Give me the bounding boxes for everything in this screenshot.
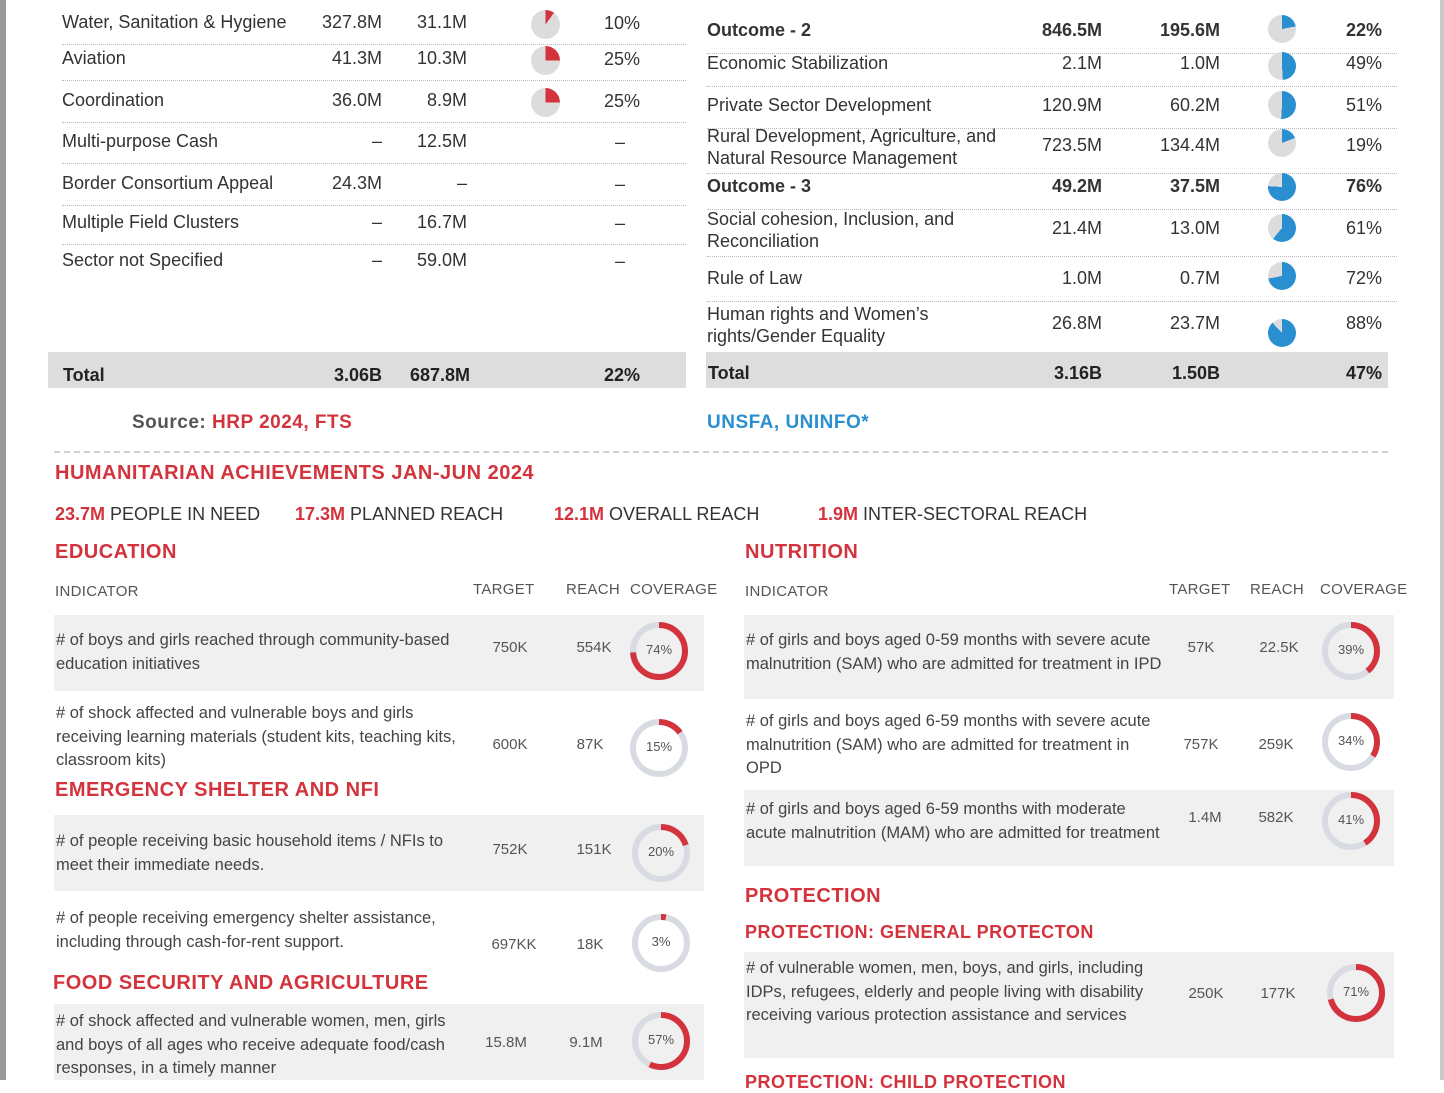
funding-pie-chart [1268,319,1296,347]
row-name: Rule of Law [707,268,803,288]
right-total-required: 3.16B [1053,363,1102,383]
indicator-text: # of girls and boys aged 6-59 months with moderate acute malnutrition (MAM) who are admitted for treatment [746,800,1160,842]
protection-title: PROTECTION [745,885,882,907]
row-funded: 23.7M [1169,313,1220,333]
source-label: Source: [132,412,207,433]
col-reach-left: REACH [566,581,621,598]
row-pct: 19% [1345,135,1382,155]
row-funded: 12.5M [416,131,467,151]
protection-subtitle: PROTECTION: GENERAL PROTECTON [745,922,1094,942]
indicator-target: 757K [1183,736,1219,753]
indicator-text: # of vulnerable women, men, boys, and girls, including IDPs, refugees, elderly and people living with disability receiving various protection assistance and services [746,959,1144,1024]
row-divider [62,244,686,245]
indicator-target: 15.8M [485,1034,527,1051]
stat-label: PEOPLE IN NEED [110,504,261,524]
left-total-row [48,352,686,388]
right-total-funded: 1.50B [1171,363,1220,383]
stat-value: 12.1M [554,504,605,524]
indicator-reach: 87K [576,736,604,753]
stat-overall-reach [554,504,759,525]
row-required: 21.4M [1051,218,1102,238]
source-line-left [132,412,352,434]
funding-pie-chart [531,10,560,39]
row-pct: 88% [1345,313,1382,333]
col-indicator-left: INDICATOR [55,583,139,600]
row-funded: 1.0M [1179,53,1220,73]
funding-pie-chart [1268,129,1296,157]
row-required: – [371,250,382,270]
funding-pie-chart [1268,52,1296,80]
food-title: FOOD SECURITY AND AGRICULTURE [53,972,429,994]
row-funded: 31.1M [416,12,467,32]
indicator-text: # of girls and boys aged 0-59 months with severe acute malnutrition (SAM) who are admitted for treatment in IPD [746,631,1162,673]
indicator-text: # of people receiving emergency shelter assistance, including through cash-for-rent support. [56,909,436,951]
row-funded: 37.5M [1169,176,1220,196]
row-divider [62,205,686,206]
row-required: 2.1M [1061,53,1102,73]
col-indicator-right: INDICATOR [745,583,829,600]
row-divider [62,163,686,164]
education-title: EDUCATION [55,541,177,563]
indicator-coverage-label: 74% [645,642,673,657]
row-divider [62,44,686,45]
child-protection-subtitle: PROTECTION: CHILD PROTECTION [745,1072,1066,1092]
funding-pie-chart [531,88,560,117]
row-pct: 25% [603,91,640,111]
shelter-title: EMERGENCY SHELTER AND NFI [55,779,380,801]
funding-pie-chart [1268,214,1296,242]
row-funded: 10.3M [416,48,467,68]
row-name: Private Sector Development [707,95,932,115]
indicator-reach: 177K [1260,985,1296,1002]
row-required: 723.5M [1041,135,1102,155]
indicator-target: 1.4M [1188,809,1222,826]
row-divider [707,86,1397,87]
row-funded: 195.6M [1159,20,1220,40]
indicator-text: # of boys and girls reached through community-based education initiatives [56,631,450,673]
right-total-pct: 47% [1345,363,1382,383]
row-divider [707,256,1397,257]
stat-planned-reach [295,504,503,525]
col-reach-right: REACH [1250,581,1305,598]
row-pct: 76% [1345,176,1382,196]
col-coverage-right: COVERAGE [1320,581,1408,598]
funding-pie-chart [1268,262,1296,290]
row-name: Border Consortium Appeal [62,173,274,193]
row-name: Coordination [62,90,165,110]
indicator-target: 697KK [491,936,537,953]
stat-label: OVERALL REACH [609,504,760,524]
row-pct: – [614,251,625,271]
row-required: 846.5M [1041,20,1102,40]
page-left-border [0,0,6,1080]
stat-value: 1.9M [818,504,859,524]
col-coverage-left: COVERAGE [630,581,718,598]
source-value-right: UNSFA, UNINFO* [707,412,870,433]
row-name: Social cohesion, Inclusion, and Reconciliation [707,209,955,251]
row-pct: – [614,132,625,152]
col-target-left: TARGET [473,581,535,598]
row-required: 327.8M [321,12,382,32]
row-funded: – [456,173,467,193]
row-divider [707,301,1397,302]
row-funded: 0.7M [1179,268,1220,288]
indicator-target: 250K [1188,985,1224,1002]
section-divider [54,451,1388,453]
row-pct: 49% [1345,53,1382,73]
row-divider [707,173,1397,174]
right-total-row [706,352,1388,388]
row-required: 26.8M [1051,313,1102,333]
row-required: 24.3M [331,173,382,193]
row-pct: 10% [603,13,640,33]
row-funded: 134.4M [1159,135,1220,155]
row-pct: 72% [1345,268,1382,288]
indicator-coverage-label: 20% [647,844,675,859]
indicator-coverage-label: 3% [651,934,671,949]
row-required: 49.2M [1051,176,1102,196]
indicator-target: 600K [492,736,528,753]
stat-inter-sectoral-reach [818,504,1087,525]
left-total-pct: 22% [603,365,640,385]
indicator-reach: 151K [576,841,612,858]
stat-people-in-need [55,504,260,525]
indicator-coverage-label: 34% [1337,733,1365,748]
funding-pie-chart [1268,173,1296,201]
row-pct: 61% [1345,218,1382,238]
row-divider [62,122,686,123]
row-divider [62,80,686,81]
row-funded: 60.2M [1169,95,1220,115]
achievements-title: HUMANITARIAN ACHIEVEMENTS JAN-JUN 2024 [55,462,535,484]
row-required: 1.0M [1061,268,1102,288]
row-name: Outcome - 3 [707,176,812,196]
indicator-text: # of girls and boys aged 6-59 months with severe acute malnutrition (SAM) who are admitted for treatment in OPD [746,712,1151,777]
indicator-coverage-label: 39% [1337,642,1365,657]
left-total-required: 3.06B [333,365,382,385]
row-name: Sector not Specified [62,250,224,270]
left-total-label: Total [63,365,105,385]
indicator-reach: 259K [1258,736,1294,753]
row-required: – [371,131,382,151]
funding-pie-chart [531,46,560,75]
row-pct: 25% [603,49,640,69]
indicator-reach: 22.5K [1259,639,1299,656]
indicator-coverage-label: 41% [1337,812,1365,827]
row-name: Multiple Field Clusters [62,212,240,232]
stat-value: 17.3M [295,504,346,524]
funding-pie-chart [1268,91,1296,119]
col-target-right: TARGET [1169,581,1231,598]
indicator-reach: 582K [1258,809,1294,826]
row-funded: 13.0M [1169,218,1220,238]
indicator-reach: 554K [576,639,612,656]
row-funded: 8.9M [426,90,467,110]
page-right-border [1440,0,1444,1080]
row-required: 36.0M [331,90,382,110]
row-required: – [371,212,382,232]
row-pct: 22% [1345,20,1382,40]
row-pct: – [614,213,625,233]
indicator-text: # of people receiving basic household items / NFIs to meet their immediate needs. [56,832,444,874]
row-name: Outcome - 2 [707,20,812,40]
indicator-text: # of shock affected and vulnerable women, men, girls and boys of all ages who receive adequate food/cash responses, in a timely manner [56,1012,446,1077]
right-total-label: Total [708,363,750,383]
row-funded: 16.7M [416,212,467,232]
row-pct: 51% [1345,95,1382,115]
row-name: Water, Sanitation & Hygiene [62,12,287,32]
funding-pie-chart [1268,15,1296,43]
stat-value: 23.7M [55,504,106,524]
indicator-target: 752K [492,841,528,858]
row-funded: 59.0M [416,250,467,270]
row-pct: – [614,174,625,194]
stat-label: INTER-SECTORAL REACH [863,504,1088,524]
indicator-text: # of shock affected and vulnerable boys and girls receiving learning materials (student kits, teaching kits, classroom kits) [56,704,456,769]
row-name: Human rights and Women’s rights/Gender Equality [707,304,929,346]
indicator-reach: 18K [576,936,604,953]
source-value-left: HRP 2024, FTS [212,412,353,433]
indicator-coverage-label: 57% [647,1032,675,1047]
row-name: Economic Stabilization [707,53,889,73]
indicator-coverage-label: 15% [645,739,673,754]
row-required: 41.3M [331,48,382,68]
row-name: Rural Development, Agriculture, and Natural Resource Management [707,126,997,168]
indicator-target: 750K [492,639,528,656]
row-required: 120.9M [1041,95,1102,115]
stat-label: PLANNED REACH [350,504,504,524]
row-name: Multi-purpose Cash [62,131,219,151]
indicator-reach: 9.1M [569,1034,603,1051]
indicator-coverage-label: 71% [1342,984,1370,999]
row-name: Aviation [62,48,126,68]
indicator-target: 57K [1187,639,1215,656]
nutrition-title: NUTRITION [745,541,859,563]
left-total-funded: 687.8M [409,365,470,385]
